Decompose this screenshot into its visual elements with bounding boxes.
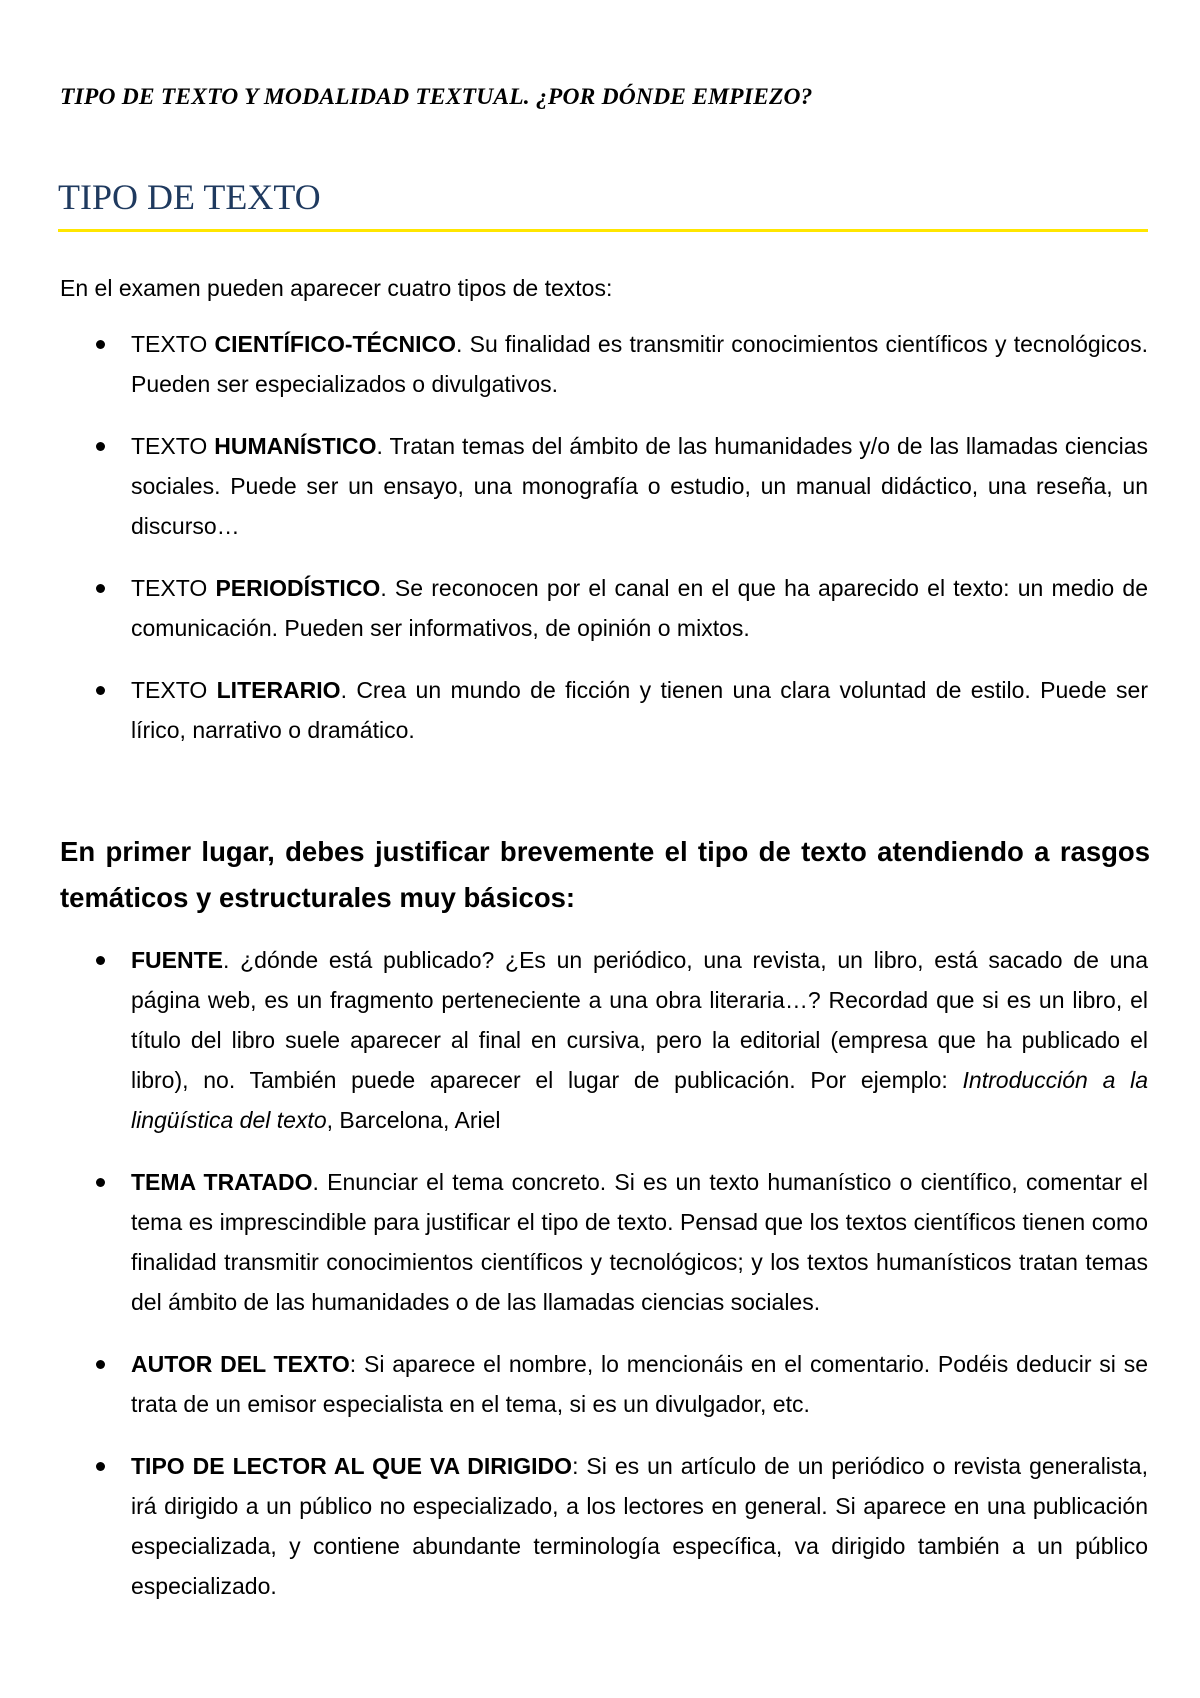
list-item [60, 426, 1148, 546]
item-prefix: TEXTO [131, 575, 216, 601]
list-item [60, 940, 1148, 1140]
sub-heading: En primer lugar, debes justificar brevemente el tipo de texto atendiendo a rasgos temáticos y estructurales muy básicos: [60, 836, 1150, 913]
item-prefix: TEXTO [131, 433, 215, 459]
item-prefix: TEXTO [131, 677, 217, 703]
list-item [60, 670, 1148, 750]
item-text: . ¿dónde está publicado? ¿Es un periódico, una revista, un libro, está sacado de una página web, es un fragmento perteneciente a una obra literaria…? Recordad que si es un libro, el título del libro suele aparecer al final en cursiva, pero la editorial (empresa que ha publicado el libro), no. También puede aparecer el lugar de publicación. Por ejemplo: [131, 947, 1148, 1093]
section-heading: TIPO DE TEXTO [58, 177, 321, 217]
item-text: . Su finalidad es transmitir conocimientos científicos y tecnológicos. Pueden ser especializados o divulgativos. [131, 331, 1148, 397]
document-title: TIPO DE TEXTO Y MODALIDAD TEXTUAL. ¿POR DÓNDE EMPIEZO? [60, 84, 813, 110]
list-item [60, 324, 1148, 404]
item-keyword: TEMA TRATADO [131, 1169, 313, 1195]
bullet-icon [96, 1178, 105, 1187]
item-keyword: HUMANÍSTICO [214, 433, 377, 459]
bullet-icon [96, 1360, 105, 1369]
item-text: . Tratan temas del ámbito de las humanidades y/o de las llamadas ciencias sociales. Puede ser un ensayo, una monografía o estudio, un manual didáctico, una reseña, un discurso… [131, 433, 1148, 539]
bullet-icon [96, 956, 105, 965]
bullet-icon [96, 686, 105, 695]
text-types-list [60, 324, 1148, 772]
list-item [60, 1162, 1148, 1322]
item-text: . Enunciar el tema concreto. Si es un texto humanístico o científico, comentar el tema es imprescindible para justificar el tipo de texto. Pensad que los textos científicos tienen como finalidad transmitir conocimientos científicos y tecnológicos; y los textos humanísticos tratan temas del ámbito de las humanidades o de las llamadas ciencias sociales. [131, 1169, 1148, 1315]
item-prefix: TEXTO [131, 331, 215, 357]
item-keyword: PERIODÍSTICO [215, 575, 381, 601]
item-text: : Si aparece el nombre, lo mencionáis en el comentario. Podéis deducir si se trata de un emisor especialista en el tema, si es un divulgador, etc. [131, 1351, 1148, 1417]
item-tail: , Barcelona, Ariel [326, 1107, 501, 1133]
item-text: . Crea un mundo de ficción y tienen una clara voluntad de estilo. Puede ser lírico, narrativo o dramático. [131, 677, 1148, 743]
list-item [60, 568, 1148, 648]
bullet-icon [96, 584, 105, 593]
item-keyword: TIPO DE LECTOR AL QUE VA DIRIGIDO [131, 1453, 573, 1479]
bullet-icon [96, 1462, 105, 1471]
bullet-icon [96, 442, 105, 451]
intro-paragraph: En el examen pueden aparecer cuatro tipos de textos: [60, 275, 613, 301]
item-keyword: CIENTÍFICO-TÉCNICO [214, 331, 456, 357]
heading-underline [58, 229, 1148, 232]
item-keyword: FUENTE [131, 947, 223, 973]
list-item [60, 1446, 1148, 1606]
list-item [60, 1344, 1148, 1424]
bullet-icon [96, 340, 105, 349]
item-keyword: AUTOR DEL TEXTO [131, 1351, 350, 1377]
item-text: . Se reconocen por el canal en el que ha aparecido el texto: un medio de comunicación. Pueden ser informativos, de opinión o mixtos. [131, 575, 1148, 641]
item-keyword: LITERARIO [216, 677, 341, 703]
item-text: : Si es un artículo de un periódico o revista generalista, irá dirigido a un público no especializado, a los lectores en general. Si aparece en una publicación especializada, y contiene abundante terminología específica, va dirigido también a un público especializado. [131, 1453, 1148, 1599]
features-list [60, 940, 1148, 1628]
item-italic-title: Introducción a la lingüística del texto [131, 1067, 1148, 1133]
